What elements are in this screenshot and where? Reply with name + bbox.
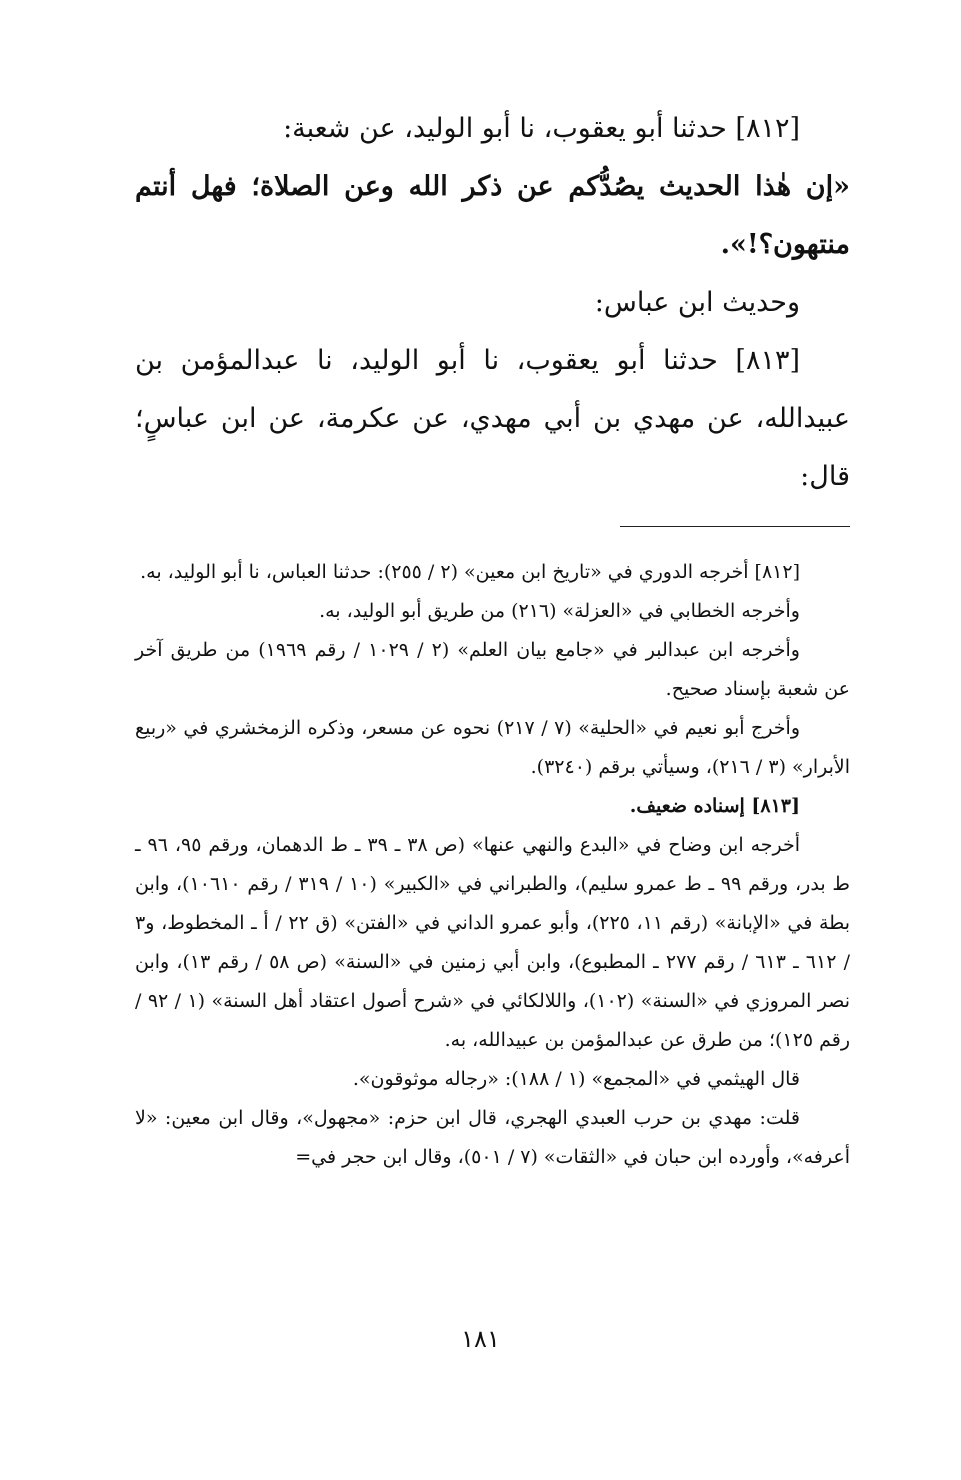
footnote-813-mahdi: قلت: مهدي بن حرب العبدي الهجري، قال ابن حزم: «مجهول»، وقال ابن معين: «لا أعرفه»، وأورده ابن حبان في «الثقات» (٧ / ٥٠١)، وقال ابن حجر في= bbox=[135, 1107, 850, 1168]
narration-813: [٨١٣] حدثنا أبو يعقوب، نا أبو الوليد، نا عبدالمؤمن بن عبيدالله، عن مهدي بن أبي مهدي، عن عكرمة، عن ابن عباسٍ؛ قال: bbox=[135, 345, 850, 492]
footnote-separator bbox=[620, 526, 850, 527]
book-page bbox=[135, 100, 850, 1430]
section-ibn-abbas: وحديث ابن عباس: bbox=[594, 287, 800, 318]
main-text bbox=[135, 100, 850, 506]
page-number: ١٨١ bbox=[461, 1325, 500, 1353]
footnote-812-dawri: [٨١٢] أخرجه الدوري في «تاريخ ابن معين» (٢ / ٢٥٥): حدثنا العباس، نا أبو الوليد، به. bbox=[140, 561, 800, 583]
footnote-813-haythami: قال الهيثمي في «المجمع» (١ / ١٨٨): «رجاله موثوقون». bbox=[352, 1068, 800, 1090]
footnote-813-grading: [٨١٣] إسناده ضعيف. bbox=[629, 795, 800, 817]
footnote-812-khattabi: وأخرجه الخطابي في «العزلة» (٢١٦) من طريق أبو الوليد، به. bbox=[319, 600, 800, 622]
footnotes bbox=[135, 553, 850, 1177]
footnote-813-takhrij: أخرجه ابن وضاح في «البدع والنهي عنها» (ص ٣٨ ـ ٣٩ ـ ط الدهمان، ورقم ٩٥، ٩٦ ـ ط بدر، ورقم ٩٩ ـ ط عمرو سليم)، والطبراني في «الكبير» (١٠ / ٣١٩ / رقم ١٠٦١٠)، وابن بطة في «الإبانة» (رقم ١١، ٢٢٥)، وأبو عمرو الداني في «الفتن» (ق ٢٢ / أ ـ المخطوط، و٣ / ٦١٢ ـ ٦١٣ / رقم ٢٧٧ ـ المطبوع)، وابن أبي زمنين في «السنة» (ص ٥٨ / رقم ١٣)، وابن نصر المروزي في «السنة» (١٠٢)، واللالكائي في «شرح أصول اعتقاد أهل السنة» (١ / ٩٢ / رقم ١٢٥)؛ من طرق عن عبدالمؤمن بن عبيدالله، به. bbox=[135, 834, 851, 1051]
footnote-812-abu-nuaym: وأخرج أبو نعيم في «الحلية» (٧ / ٢١٧) نحوه عن مسعر، وذكره الزمخشري في «ربيع الأبرار» (٣ / ٢١٦)، وسيأتي برقم (٣٢٤٠). bbox=[135, 717, 850, 778]
footnote-812-ibn-abdilbarr: وأخرجه ابن عبدالبر في «جامع بيان العلم» (٢ / ١٠٢٩ / رقم ١٩٦٩) من طريق آخر عن شعبة بإسناد صحيح. bbox=[135, 639, 850, 700]
quote-812: «إن هٰذا الحديث يصُدُّكم عن ذكر الله وعن الصلاة؛ فهل أنتم منتهون؟!». bbox=[135, 171, 850, 260]
narration-812: [٨١٢] حدثنا أبو يعقوب، نا أبو الوليد، عن شعبة: bbox=[283, 113, 800, 144]
